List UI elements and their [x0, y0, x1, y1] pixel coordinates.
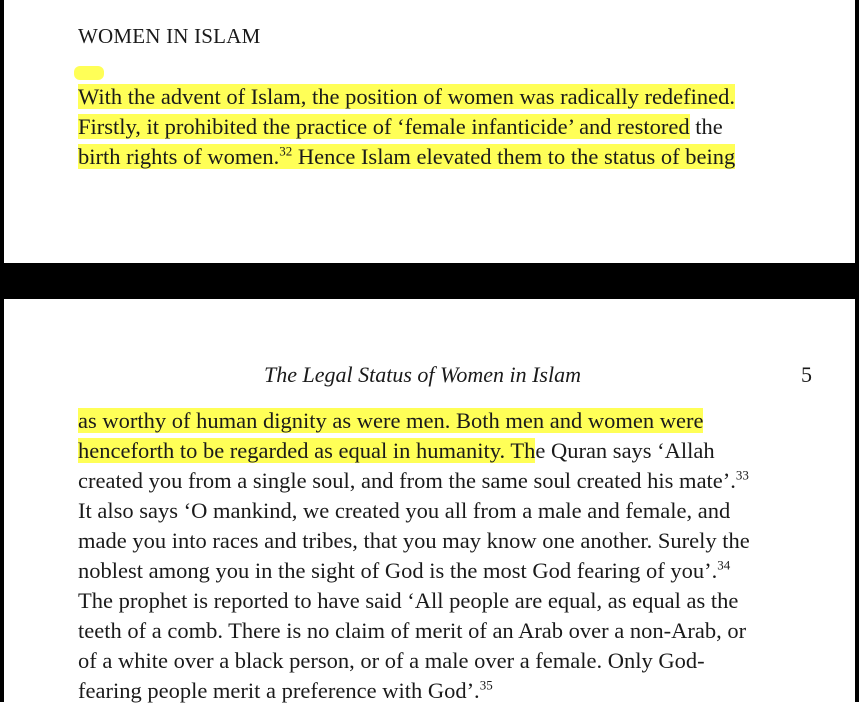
body-line-6: [78, 556, 813, 586]
body-text: fearing people merit a preference with God’.: [78, 678, 480, 703]
highlighted-text: [78, 144, 735, 169]
body-text: noblest among you in the sight of God is the most God fearing of you’.: [78, 558, 718, 583]
body-text: The prophet is reported to have said ‘All people are equal, as equal as the: [78, 588, 739, 613]
bottom-page-scan: [4, 299, 855, 702]
body-line-1: [78, 406, 813, 436]
page-number: 5: [801, 362, 812, 387]
body-text: made you into races and tribes, that you may know one another. Surely the: [78, 528, 750, 553]
body-line-1: [78, 82, 813, 112]
section-heading: WOMEN IN ISLAM: [78, 24, 261, 48]
footnote-ref-32: 32: [279, 143, 293, 159]
highlighted-text: as worthy of human dignity as were men. Both men and women were: [78, 408, 704, 433]
highlighted-text: With the advent of Islam, the position of women was radically redefined.: [78, 84, 736, 109]
page-separator: [0, 263, 859, 299]
footnote-ref-34: 34: [717, 557, 731, 573]
body-text: e Quran says ‘Allah: [535, 438, 715, 463]
body-text: birth rights of women.: [78, 144, 280, 169]
body-line-9: [78, 646, 813, 676]
body-text: created you from a single soul, and from the same soul created his mate’.: [78, 468, 736, 493]
body-line-3: [78, 466, 813, 496]
body-line-4: [78, 496, 813, 526]
right-frame-border: [855, 0, 859, 702]
body-line-8: [78, 616, 813, 646]
body-text: teeth of a comb. There is no claim of merit of an Arab over a non-Arab, or: [78, 618, 747, 643]
body-line-5: [78, 526, 813, 556]
footnote-ref-35: 35: [479, 677, 493, 693]
top-page-scan: [4, 0, 855, 263]
body-text: the: [689, 114, 723, 139]
highlighted-text: Firstly, it prohibited the practice of ‘female infanticide’ and restored: [78, 114, 690, 139]
body-text: of a white over a black person, or of a male over a female. Only God-: [78, 648, 705, 673]
running-head: The Legal Status of Women in Islam: [264, 362, 581, 387]
body-line-3: [78, 142, 813, 172]
body-text: It also says ‘O mankind, we created you all from a male and female, and: [78, 498, 731, 523]
highlighted-text: henceforth to be regarded as equal in humanity. Th: [78, 438, 536, 463]
body-line-2: [78, 436, 813, 466]
footnote-ref-33: 33: [735, 467, 749, 483]
highlight-smear: [74, 66, 104, 80]
body-line-7: [78, 586, 813, 616]
body-text: Hence Islam elevated them to the status of being: [292, 144, 736, 169]
body-line-2: [78, 112, 813, 142]
